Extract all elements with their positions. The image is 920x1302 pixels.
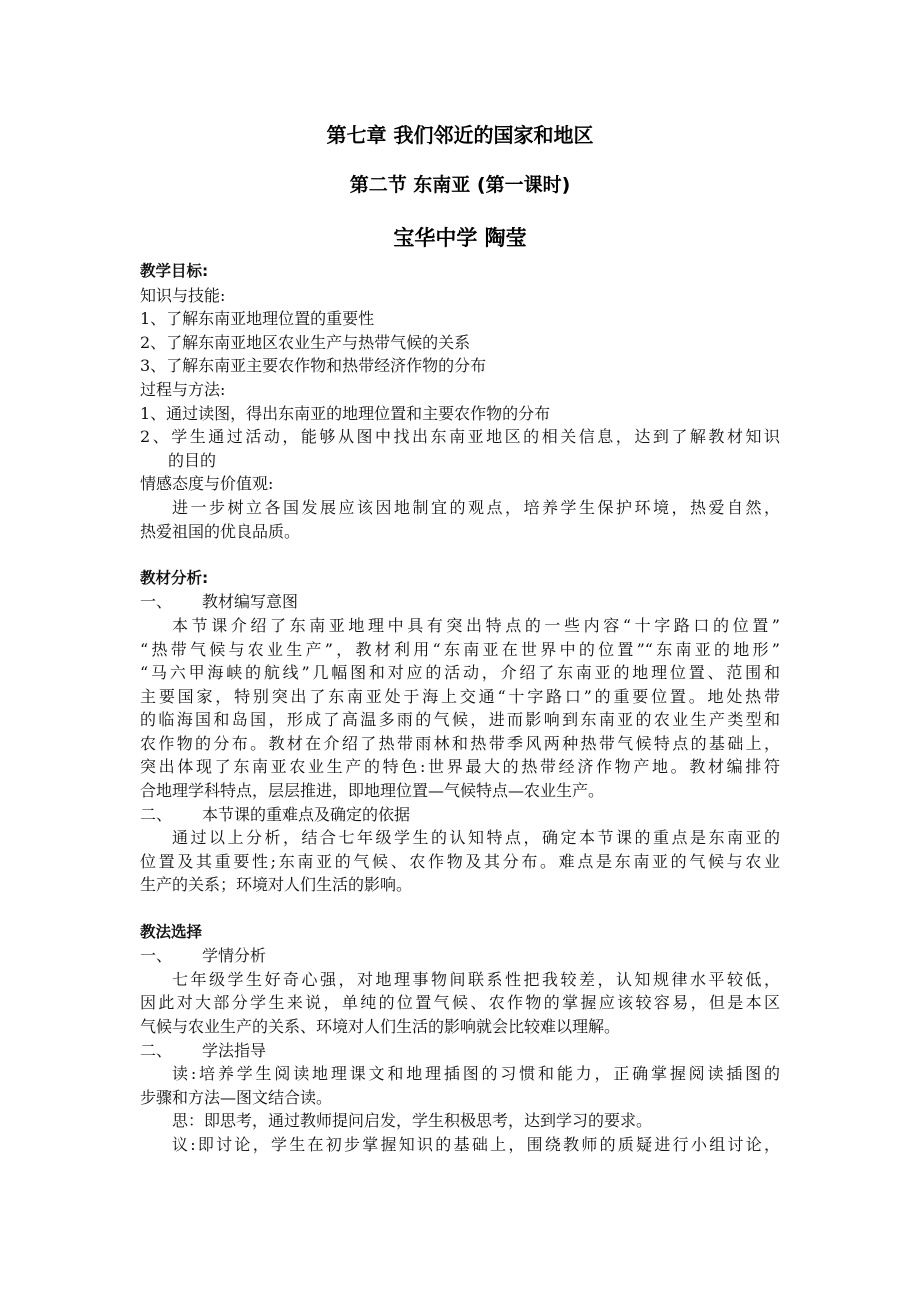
- analysis-subheading: [140, 803, 780, 827]
- paragraph-line: 本节课介绍了东南亚地理中具有突出特点的一些内容“十字路口的位置”: [172, 615, 780, 635]
- analysis-heading: 教材分析:: [140, 568, 209, 587]
- paragraph-line: “热带气候与农业生产”，教材利用“东南亚在世界中的位置”“东南亚的地形”: [140, 639, 780, 659]
- analysis-subheading: [140, 590, 780, 614]
- author-line: 宝华中学 陶莹: [393, 226, 527, 250]
- method-subheading: [140, 944, 780, 968]
- paragraph-line: 合地理学科特点，层层推进，即地理位置—气候特点—农业生产。: [140, 781, 605, 801]
- process-item: 1、通过读图，得出东南亚的地理位置和主要农作物的分布: [140, 403, 551, 423]
- list-number: 一、: [140, 946, 173, 966]
- paragraph-line: 位置及其重要性;东南亚的气候、农作物及其分布。难点是东南亚的气候与农业: [140, 851, 780, 871]
- process-item: 2、学生通过活动，能够从图中找出东南亚地区的相关信息，达到了解教材知识: [140, 427, 780, 447]
- knowledge-item: 2、了解东南亚地区农业生产与热带气候的关系: [140, 332, 471, 352]
- subheading-text: 教材编写意图: [202, 592, 299, 612]
- knowledge-item: 3、了解东南亚主要农作物和热带经济作物的分布: [140, 356, 487, 376]
- document-page: [140, 120, 780, 1157]
- paragraph-line: 思：即思考，通过教师提问启发，学生积极思考，达到学习的要求。: [172, 1111, 653, 1131]
- process-item-cont: 的目的: [168, 450, 217, 470]
- paragraph-line: 通过以上分析，结合七年级学生的认知特点，确定本节课的重点是东南亚的: [172, 828, 780, 848]
- paragraph-line: 议:即讨论，学生在初步掌握知识的基础上，围绕教师的质疑进行小组讨论，: [172, 1134, 780, 1154]
- method-heading: 教法选择: [140, 922, 203, 941]
- list-number: 一、: [140, 592, 173, 612]
- emotion-text: 热爱祖国的优良品质。: [140, 521, 301, 541]
- paragraph-line: 读:培养学生阅读地理课文和地理插图的习惯和能力，正确掌握阅读插图的: [172, 1064, 780, 1084]
- knowledge-label: 知识与技能:: [140, 285, 226, 305]
- paragraph-line: 气候与农业生产的关系、环境对人们生活的影响就会比较难以理解。: [140, 1017, 621, 1036]
- subheading-text: 学法指导: [202, 1040, 267, 1060]
- emotion-label: 情感态度与价值观:: [140, 474, 274, 494]
- process-label: 过程与方法:: [140, 379, 226, 399]
- subheading-text: 学情分析: [202, 946, 267, 966]
- chapter-title: 第七章 我们邻近的国家和地区: [326, 123, 594, 147]
- knowledge-item: 1、了解东南亚地理位置的重要性: [140, 309, 375, 329]
- paragraph-line: 农作物的分布。教材在介绍了热带雨林和热带季风两种热带气候特点的基础上，: [140, 733, 780, 753]
- goals-heading: 教学目标:: [140, 262, 209, 280]
- paragraph-line: 步骤和方法—图文结合读。: [140, 1087, 333, 1107]
- paragraph-line: 七年级学生好奇心强，对地理事物间联系性把我较差，认知规律水平较低，: [172, 969, 780, 989]
- paragraph-line: 生产的关系；环境对人们生活的影响。: [140, 875, 413, 895]
- paragraph-line: 因此对大部分学生来说，单纯的位置气候、农作物的掌握应该较容易，但是本区: [140, 993, 780, 1013]
- subheading-text: 本节课的重难点及确定的依据: [202, 804, 411, 824]
- paragraph-line: 主要国家，特别突出了东南亚处于海上交通“十字路口”的重要位置。地处热带: [140, 686, 780, 706]
- paragraph-line: 突出体现了东南亚农业生产的特色:世界最大的热带经济作物产地。教材编排符: [140, 757, 780, 777]
- list-number: 二、: [140, 1040, 173, 1060]
- paragraph-line: 的临海国和岛国，形成了高温多雨的气候，进而影响到东南亚的农业生产类型和: [140, 710, 780, 730]
- emotion-text: 进一步树立各国发展应该因地制宜的观点，培养学生保护环境，热爱自然，: [172, 497, 780, 517]
- section-title: 第二节 东南亚 (第一课时): [349, 174, 571, 196]
- paragraph-line: “马六甲海峡的航线”几幅图和对应的活动，介绍了东南亚的地理位置、范围和: [140, 663, 780, 683]
- method-subheading: [140, 1039, 780, 1063]
- list-number: 二、: [140, 804, 173, 824]
